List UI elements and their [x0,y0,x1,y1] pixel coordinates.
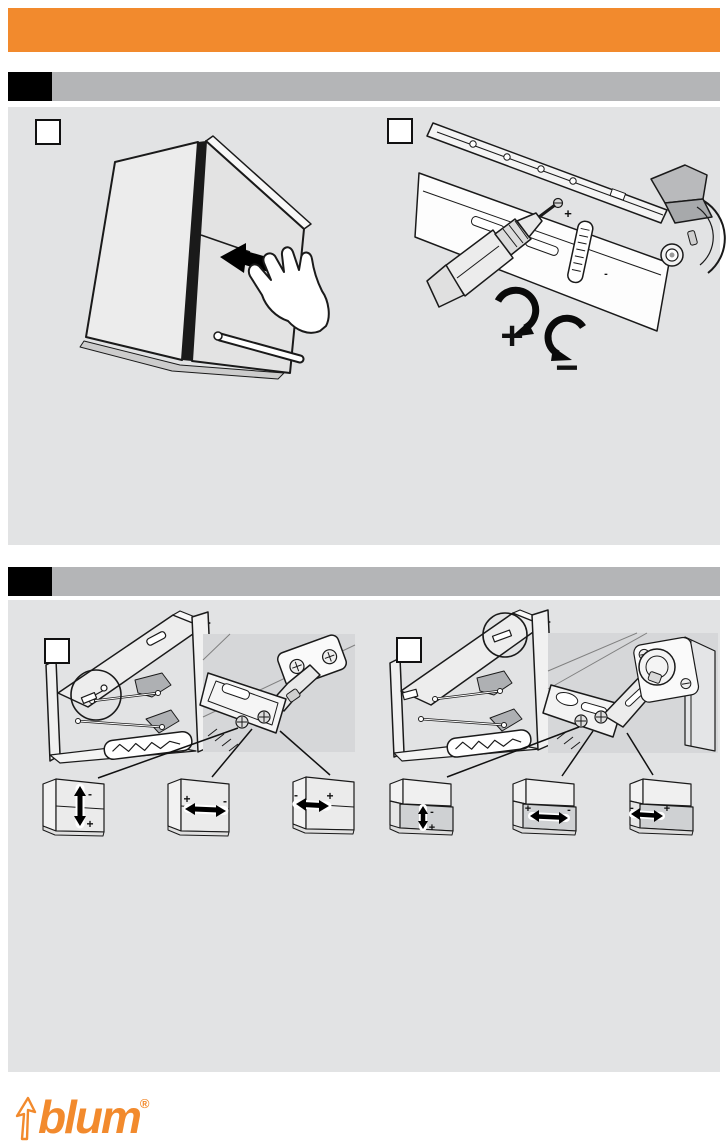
rail-hole [504,154,510,160]
rail-hole [470,141,476,147]
scale-minus-label: - [604,268,608,280]
adjustment-screw [595,711,607,723]
vertical-arrows-icon [74,786,86,826]
adjust-right-label: - [223,794,227,808]
cabinet-side-wall [390,658,404,757]
upper-door-panel [58,615,203,707]
mechanism-drawing [415,123,725,331]
cabinet-drawing [80,136,329,379]
bifold-cabinet-left-illustration [40,605,362,840]
section1-number-tab [8,72,52,101]
depth-adjustment-icon [630,779,693,835]
height-adjustment-icon [390,779,453,835]
lift-mechanism-adjustment-illustration [415,115,720,390]
open-cabinet-drawing [46,611,214,763]
rail-hole [570,178,576,184]
rotate-minus-label: − [555,346,579,390]
adjustment-screw [575,715,587,727]
adjust-left-label: - [630,802,634,814]
cabinet-push-door-illustration [70,115,330,390]
step3-number-box [44,638,70,664]
adjust-top-label: - [88,787,92,801]
section1-header-bar [52,72,720,101]
hinge-closeup-right [543,633,718,753]
blum-arrow-icon [12,1094,38,1140]
top-banner [8,8,720,52]
adjustment-screw [236,716,248,728]
drive-unit [446,729,532,758]
adjust-right-label: - [567,804,571,816]
step4-number-box [396,637,422,663]
section2-number-tab [8,567,52,596]
adjust-left-label: - [294,788,298,802]
cabinet-side-wall [46,660,60,761]
rotate-plus-label: + [500,314,524,358]
brand-logo-text: blum [38,1091,140,1143]
adjust-bottom-label: + [86,817,94,831]
adjust-right-label: + [663,803,671,815]
bifold-cabinet-right-illustration [385,605,720,840]
section2-header-bar [52,567,720,596]
side-adjustment-icon [168,779,229,836]
adjust-top-label: - [430,806,434,818]
side-adjustment-icon [513,779,576,835]
adjust-left-label: + [183,792,191,806]
rail-hole [538,166,544,172]
vertical-arrows-icon [418,806,428,829]
lift-arm [490,709,522,731]
drill-bit [539,205,555,217]
adjust-bottom-label: + [428,822,436,834]
upper-door-panel [401,613,543,705]
cabinet-side-panel [86,142,198,360]
adjust-right-label: + [326,789,334,803]
open-cabinet-drawing [390,610,554,761]
registered-trademark-icon: ® [139,1096,150,1111]
brand-logo [12,1091,150,1143]
drive-unit [103,731,193,761]
height-adjustment-icon [43,779,104,836]
depth-adjustment-icon [293,777,354,834]
adjust-left-label: + [524,803,532,815]
step1-number-box [35,119,61,145]
step2-number-box [387,118,413,144]
adjustment-screw [258,711,270,723]
hinge-closeup-left [200,633,355,752]
scale-plus-label: + [564,206,572,221]
